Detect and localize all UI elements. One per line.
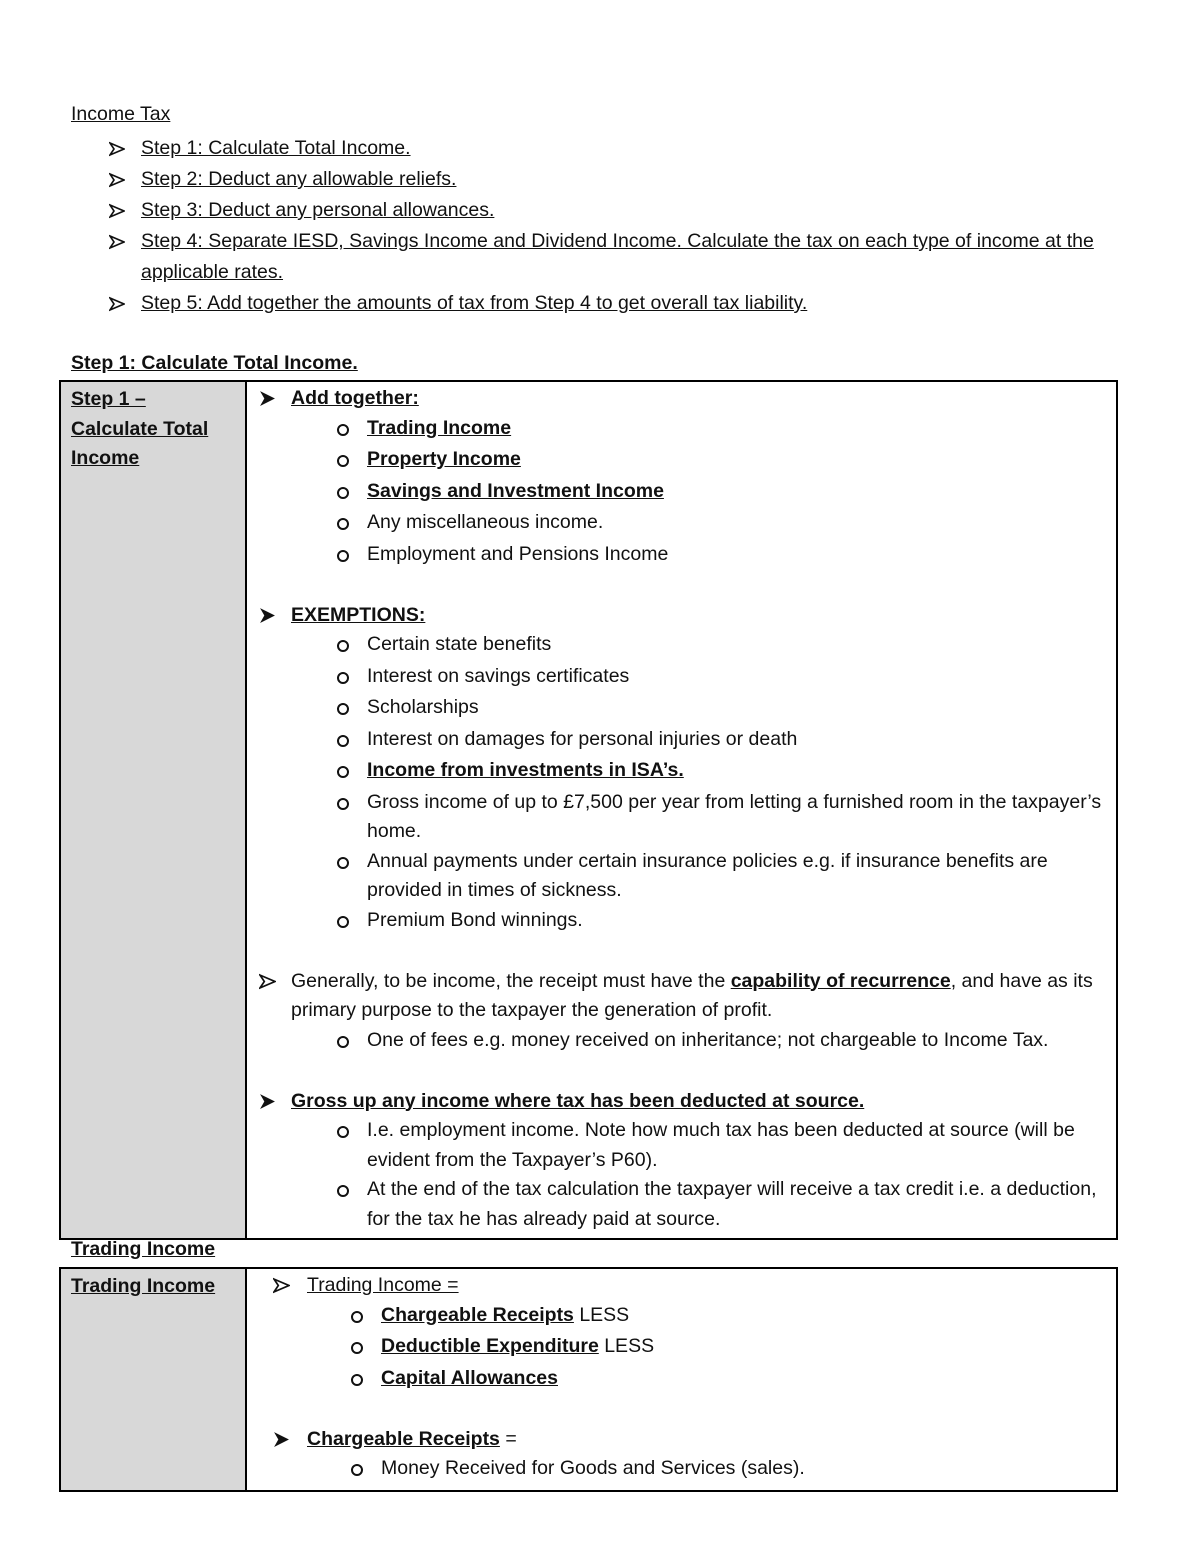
formula-suffix: LESS xyxy=(573,1303,630,1326)
table-body-cell xyxy=(246,1268,1117,1491)
row-label: Step 1 – Calculate Total Income xyxy=(71,388,209,469)
trading-income-table xyxy=(59,1267,1118,1492)
recurrence-key: capability of recurrence xyxy=(730,969,951,992)
exemptions-title: EXEMPTIONS: xyxy=(291,603,426,626)
recurrence-sub: One of fees e.g. money received on inheritance; not chargeable to Income Tax. xyxy=(367,1028,1049,1051)
steps-list xyxy=(71,133,1131,319)
list-item xyxy=(257,1425,1106,1455)
step-text: Step 2: Deduct any allowable reliefs. xyxy=(141,168,457,190)
recurrence-post: , and have as its primary purpose to the taxpayer the generation of profit. xyxy=(291,969,1093,1021)
list-item xyxy=(257,847,1106,906)
circle-bullet-icon xyxy=(329,1175,367,1207)
table-label-cell xyxy=(60,381,246,1239)
gross-up-item: I.e. employment income. Note how much tax has been deducted at source (will be evident from the Taxpayer’s P60). xyxy=(367,1119,1075,1171)
circle-bullet-icon xyxy=(329,662,367,694)
list-item xyxy=(257,384,1106,414)
exemption-item: Scholarships xyxy=(367,696,479,718)
list-item xyxy=(257,1026,1106,1058)
exemption-item: Gross income of up to £7,500 per year from letting a furnished room in the taxpayer’s home. xyxy=(367,790,1102,842)
circle-bullet-icon xyxy=(329,788,367,820)
exemption-item: Premium Bond winnings. xyxy=(367,908,583,931)
receipts-item: Money Received for Goods and Services (sales). xyxy=(381,1457,805,1479)
section-heading: Step 1: Calculate Total Income. xyxy=(71,352,358,374)
list-item xyxy=(257,788,1106,847)
arrow-bullet-icon xyxy=(71,195,141,226)
list-item xyxy=(257,1364,1106,1396)
circle-bullet-icon xyxy=(329,540,367,572)
list-item xyxy=(257,630,1106,662)
list-item xyxy=(257,477,1106,509)
circle-bullet-icon xyxy=(343,1301,381,1333)
formula-key: Chargeable Receipts xyxy=(381,1303,574,1326)
exemption-item: Income from investments in ISA’s. xyxy=(367,759,684,781)
recurrence-pre: Generally, to be income, the receipt must have the xyxy=(291,969,731,992)
list-item xyxy=(257,1116,1106,1175)
step-text: Step 1: Calculate Total Income. xyxy=(141,137,411,159)
list-item xyxy=(257,445,1106,477)
add-together-label: Add together: xyxy=(291,387,419,409)
list-item xyxy=(257,1271,1106,1301)
gross-up-item: At the end of the tax calculation the taxpayer will receive a tax credit i.e. a deduction, for the tax he has already paid at source. xyxy=(367,1178,1097,1230)
exemption-item: Certain state benefits xyxy=(367,633,552,655)
list-item xyxy=(257,508,1106,540)
list-item xyxy=(257,967,1106,1026)
page-title: Income Tax xyxy=(71,103,171,125)
income-item: Trading Income xyxy=(367,416,512,439)
circle-bullet-icon xyxy=(329,847,367,879)
list-item xyxy=(257,725,1106,757)
step-text: Step 5: Add together the amounts of tax from Step 4 to get overall tax liability. xyxy=(141,292,808,314)
list-item xyxy=(257,662,1106,694)
circle-bullet-icon xyxy=(329,477,367,509)
arrow-bullet-icon xyxy=(71,288,141,319)
list-item xyxy=(71,133,1131,164)
exemption-item: Interest on damages for personal injuries or death xyxy=(367,727,798,750)
list-item xyxy=(257,906,1106,938)
exemption-item: Annual payments under certain insurance policies e.g. if insurance benefits are provided in times of sickness. xyxy=(367,849,1048,901)
section-heading: Trading Income xyxy=(71,1238,216,1260)
circle-bullet-icon xyxy=(329,414,367,446)
list-item xyxy=(257,756,1106,788)
recurrence-text xyxy=(291,967,1106,1026)
list-item xyxy=(257,1175,1106,1234)
arrow-bullet-icon xyxy=(71,164,141,195)
step-text: Step 3: Deduct any personal allowances. xyxy=(141,199,495,221)
list-item xyxy=(71,195,1131,226)
row-label: Trading Income xyxy=(71,1275,216,1297)
arrow-bullet-icon xyxy=(71,226,141,257)
receipts-eq: = xyxy=(499,1427,517,1450)
list-item xyxy=(257,414,1106,446)
table-label-cell xyxy=(60,1268,246,1491)
list-item xyxy=(71,288,1131,319)
arrow-bullet-icon xyxy=(257,1271,307,1301)
circle-bullet-icon xyxy=(329,906,367,938)
income-item: Savings and Investment Income xyxy=(367,479,664,502)
formula-title: Trading Income = xyxy=(307,1274,459,1296)
arrow-bullet-icon xyxy=(257,601,291,631)
formula-key: Deductible Expenditure xyxy=(381,1335,599,1357)
list-item xyxy=(257,540,1106,572)
income-item: Property Income xyxy=(367,448,521,470)
circle-bullet-icon xyxy=(343,1454,381,1486)
circle-bullet-icon xyxy=(329,630,367,662)
total-income-table xyxy=(59,380,1118,1240)
circle-bullet-icon xyxy=(329,445,367,477)
list-item xyxy=(257,1332,1106,1364)
receipts-title: Chargeable Receipts xyxy=(307,1427,500,1450)
income-item: Employment and Pensions Income xyxy=(367,542,669,565)
formula-key: Capital Allowances xyxy=(381,1366,558,1389)
list-item xyxy=(257,1087,1106,1117)
circle-bullet-icon xyxy=(329,1026,367,1058)
list-item xyxy=(257,1301,1106,1333)
circle-bullet-icon xyxy=(329,1116,367,1148)
list-item xyxy=(71,226,1131,288)
arrow-bullet-icon xyxy=(257,1425,307,1455)
gross-up-title: Gross up any income where tax has been deducted at source. xyxy=(291,1089,865,1112)
circle-bullet-icon xyxy=(329,756,367,788)
arrow-bullet-icon xyxy=(71,133,141,164)
income-item: Any miscellaneous income. xyxy=(367,511,604,533)
list-item xyxy=(257,1454,1106,1486)
list-item xyxy=(257,601,1106,631)
circle-bullet-icon xyxy=(343,1332,381,1364)
list-item xyxy=(257,693,1106,725)
arrow-bullet-icon xyxy=(257,384,291,414)
list-item xyxy=(71,164,1131,195)
exemption-item: Interest on savings certificates xyxy=(367,664,630,687)
circle-bullet-icon xyxy=(329,693,367,725)
arrow-bullet-icon xyxy=(257,967,291,997)
circle-bullet-icon xyxy=(329,508,367,540)
table-body-cell xyxy=(246,381,1117,1239)
formula-suffix: LESS xyxy=(598,1335,655,1357)
arrow-bullet-icon xyxy=(257,1087,291,1117)
step-text: Step 4: Separate IESD, Savings Income and Dividend Income. Calculate the tax on each type of income at the applicable rates. xyxy=(141,230,1094,283)
circle-bullet-icon xyxy=(343,1364,381,1396)
circle-bullet-icon xyxy=(329,725,367,757)
